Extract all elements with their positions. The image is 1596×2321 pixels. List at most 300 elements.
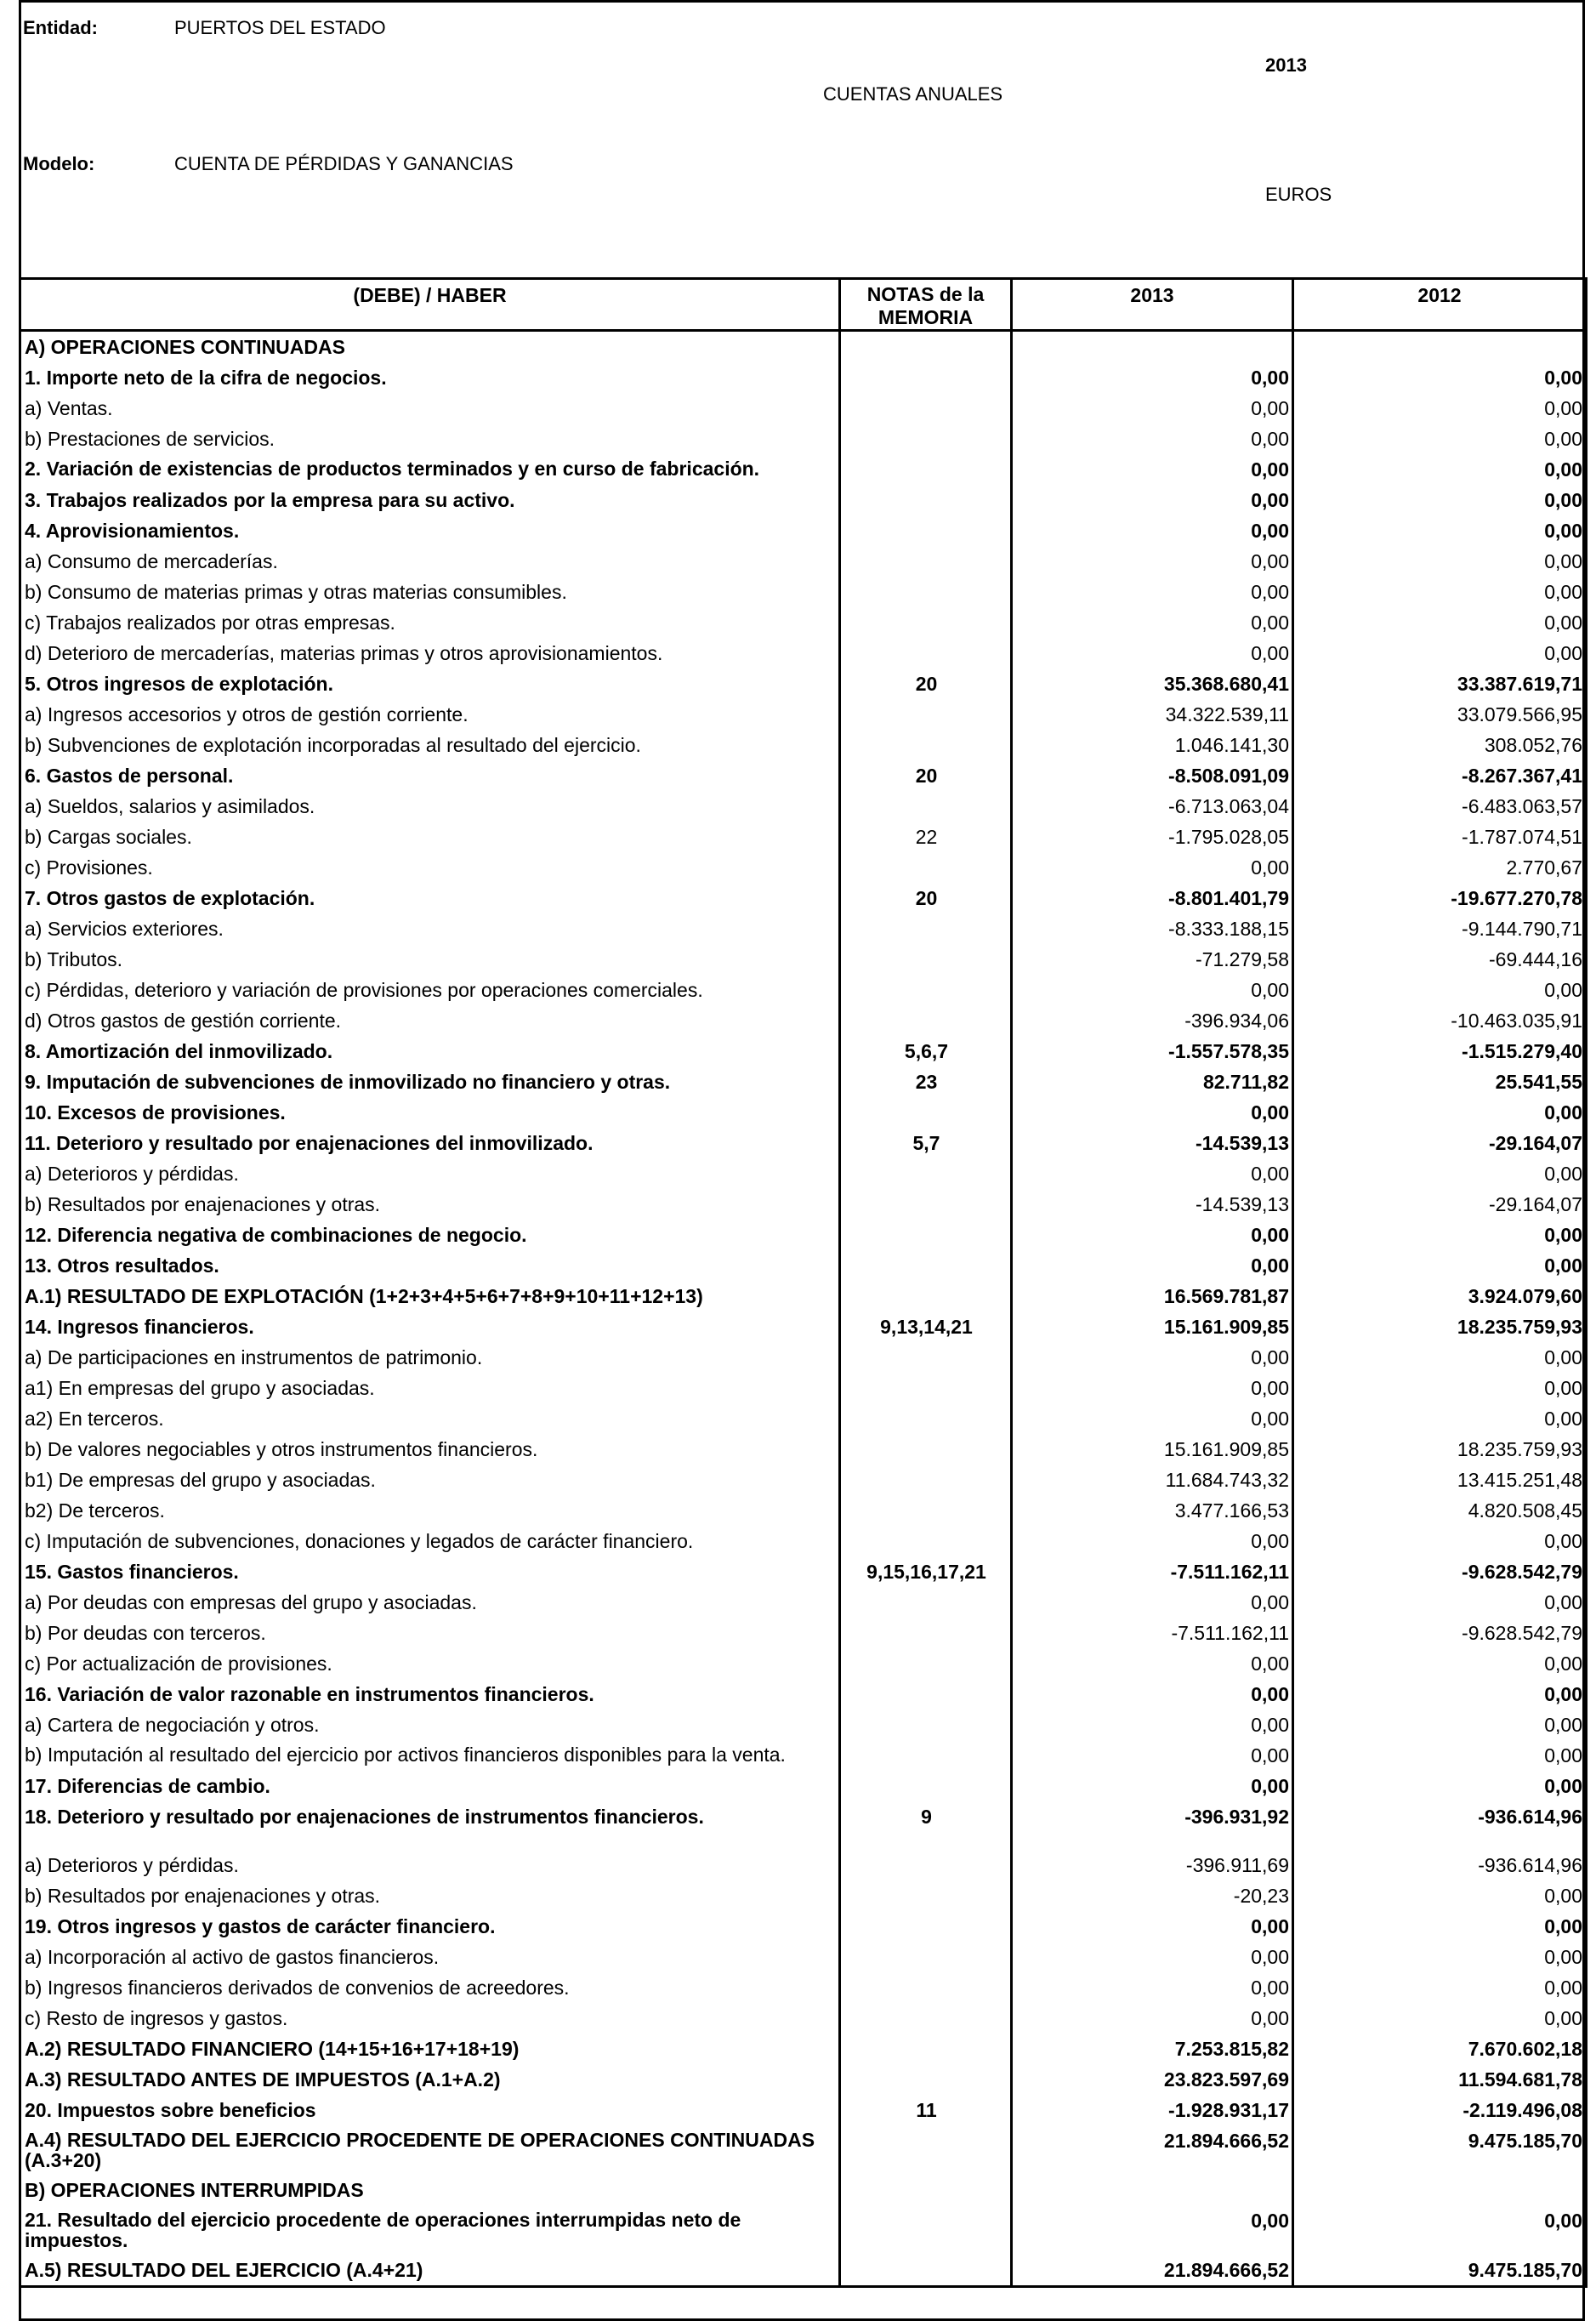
table-row [20,1128,1587,1158]
row-value-2013: 0,00 [1012,393,1293,424]
row-value-2012: -29.164,07 [1293,1189,1587,1220]
table-row [20,2125,1587,2175]
table-row [20,883,1587,913]
row-label: a) Ventas. [20,393,840,424]
row-value-2012: 0,00 [1293,2205,1587,2255]
row-value-2012: -8.267.367,41 [1293,760,1587,791]
row-value-2013: 15.161.909,85 [1012,1434,1293,1465]
row-label: A.3) RESULTADO ANTES DE IMPUESTOS (A.1+A.2) [20,2064,840,2095]
row-notes [840,1373,1012,1403]
row-value-2012 [1293,331,1587,363]
row-value-2012: 9.475.185,70 [1293,2255,1587,2287]
row-label: b) Resultados por enajenaciones y otras. [20,1880,840,1911]
table-row [20,638,1587,668]
row-value-2012: 11.594.681,78 [1293,2064,1587,2095]
row-value-2012: 0,00 [1293,1942,1587,1972]
table-row [20,1911,1587,1942]
table-row [20,1281,1587,1311]
table-row [20,2175,1587,2205]
row-value-2013: 21.894.666,52 [1012,2125,1293,2175]
table-row [20,2255,1587,2287]
table-row [20,485,1587,515]
row-notes [840,1972,1012,2003]
row-value-2013: 0,00 [1012,454,1293,485]
row-notes [840,699,1012,730]
row-notes [840,2205,1012,2255]
row-notes [840,1220,1012,1250]
row-notes [840,2064,1012,2095]
row-notes [840,1434,1012,1465]
row-value-2013: 0,00 [1012,577,1293,607]
row-label: b) Resultados por enajenaciones y otras. [20,1189,840,1220]
row-label: c) Trabajos realizados por otras empresas. [20,607,840,638]
row-value-2012: -1.515.279,40 [1293,1036,1587,1067]
row-value-2012: 4.820.508,45 [1293,1495,1587,1526]
table-row [20,1220,1587,1250]
row-value-2012: 308.052,76 [1293,730,1587,760]
row-notes [840,424,1012,454]
row-value-2012: -9.628.542,79 [1293,1556,1587,1587]
table-row [20,1850,1587,1880]
row-value-2012: -10.463.035,91 [1293,1005,1587,1036]
row-value-2013: 23.823.597,69 [1012,2064,1293,2095]
row-value-2012: 0,00 [1293,1587,1587,1618]
row-label: b) Por deudas con terceros. [20,1618,840,1648]
table-row [20,1495,1587,1526]
row-notes: 20 [840,883,1012,913]
row-notes [840,1850,1012,1880]
row-label: c) Por actualización de provisiones. [20,1648,840,1679]
row-value-2013: 3.477.166,53 [1012,1495,1293,1526]
row-value-2013: 0,00 [1012,638,1293,668]
row-value-2012: -69.444,16 [1293,944,1587,975]
row-value-2013: 21.894.666,52 [1012,2255,1293,2287]
table-row [20,1342,1587,1373]
table-row [20,1189,1587,1220]
row-value-2013: 0,00 [1012,852,1293,883]
row-value-2012: 0,00 [1293,393,1587,424]
row-label: b) Ingresos financieros derivados de convenios de acreedores. [20,1972,840,2003]
table-row [20,791,1587,822]
row-notes [840,1005,1012,1036]
row-value-2013: 0,00 [1012,1587,1293,1618]
row-label: a) De participaciones en instrumentos de patrimonio. [20,1342,840,1373]
row-label: A) OPERACIONES CONTINUADAS [20,331,840,363]
row-notes [840,2003,1012,2034]
row-notes [840,331,1012,363]
table-row [20,1067,1587,1097]
row-notes [840,852,1012,883]
row-label: a) Por deudas con empresas del grupo y asociadas. [20,1587,840,1618]
row-label: 16. Variación de valor razonable en instrumentos financieros. [20,1679,840,1709]
row-value-2012: 33.079.566,95 [1293,699,1587,730]
row-label: 15. Gastos financieros. [20,1556,840,1587]
row-label: 11. Deterioro y resultado por enajenaciones del inmovilizado. [20,1128,840,1158]
table-row [20,1311,1587,1342]
row-label: c) Imputación de subvenciones, donaciones y legados de carácter financiero. [20,1526,840,1556]
row-label: b) Cargas sociales. [20,822,840,852]
table-row [20,1587,1587,1618]
row-notes: 9 [840,1801,1012,1850]
table-row [20,1158,1587,1189]
row-value-2013: -6.713.063,04 [1012,791,1293,822]
row-value-2012: 18.235.759,93 [1293,1434,1587,1465]
row-label: 17. Diferencias de cambio. [20,1771,840,1801]
table-row [20,730,1587,760]
row-notes: 9,13,14,21 [840,1311,1012,1342]
row-value-2012: 0,00 [1293,1403,1587,1434]
column-header-description: (DEBE) / HABER [20,279,840,331]
report-year: 2013 [1265,54,1307,76]
row-label: d) Otros gastos de gestión corriente. [20,1005,840,1036]
table-row [20,2034,1587,2064]
row-value-2012: 7.670.602,18 [1293,2034,1587,2064]
entity-label: Entidad: [23,17,98,38]
row-notes [840,1526,1012,1556]
table-body [20,331,1587,2287]
row-value-2013: 0,00 [1012,607,1293,638]
row-value-2012: 0,00 [1293,1880,1587,1911]
row-label: a) Cartera de negociación y otros. [20,1709,840,1740]
row-value-2013: 0,00 [1012,1679,1293,1709]
row-value-2012: 0,00 [1293,1342,1587,1373]
row-value-2013: -8.333.188,15 [1012,913,1293,944]
table-row [20,1005,1587,1036]
table-header-row [20,279,1587,331]
row-value-2012: 0,00 [1293,424,1587,454]
row-label: 18. Deterioro y resultado por enajenaciones de instrumentos financieros. [20,1801,840,1850]
row-value-2012: 0,00 [1293,2003,1587,2034]
table-row [20,1972,1587,2003]
table-row [20,1097,1587,1128]
row-value-2012: 0,00 [1293,515,1587,546]
table-row [20,1801,1587,1850]
row-value-2012: 25.541,55 [1293,1067,1587,1097]
table-row [20,1556,1587,1587]
row-label: 9. Imputación de subvenciones de inmovilizado no financiero y otras. [20,1067,840,1097]
row-label: 21. Resultado del ejercicio procedente de operaciones interrumpidas neto de impuestos. [20,2205,840,2255]
row-notes: 23 [840,1067,1012,1097]
profit-loss-table [19,277,1587,2288]
table-row [20,2205,1587,2255]
row-value-2012: 0,00 [1293,1373,1587,1403]
row-value-2013: 82.711,82 [1012,1067,1293,1097]
row-notes [840,1679,1012,1709]
table-row [20,546,1587,577]
table-row [20,393,1587,424]
row-value-2012: 0,00 [1293,577,1587,607]
row-value-2012: 0,00 [1293,1911,1587,1942]
row-value-2012: -29.164,07 [1293,1128,1587,1158]
row-notes [840,1709,1012,1740]
row-label: 12. Diferencia negativa de combinaciones de negocio. [20,1220,840,1250]
row-notes [840,1465,1012,1495]
row-value-2012: 0,00 [1293,638,1587,668]
row-label: 7. Otros gastos de explotación. [20,883,840,913]
table-row [20,515,1587,546]
row-label: b) De valores negociables y otros instrumentos financieros. [20,1434,840,1465]
row-label: 4. Aprovisionamientos. [20,515,840,546]
row-notes [840,2175,1012,2205]
row-value-2012: 0,00 [1293,485,1587,515]
row-value-2013: 0,00 [1012,1972,1293,2003]
row-value-2012: 0,00 [1293,1158,1587,1189]
row-value-2012: 13.415.251,48 [1293,1465,1587,1495]
row-value-2013: 7.253.815,82 [1012,2034,1293,2064]
row-value-2013: -7.511.162,11 [1012,1556,1293,1587]
table-row [20,852,1587,883]
table-row [20,1465,1587,1495]
row-value-2013 [1012,331,1293,363]
row-value-2012: 0,00 [1293,1771,1587,1801]
row-value-2013: -1.928.931,17 [1012,2095,1293,2125]
row-value-2012: 9.475.185,70 [1293,2125,1587,2175]
table-row [20,2095,1587,2125]
row-value-2013: 11.684.743,32 [1012,1465,1293,1495]
row-notes: 5,7 [840,1128,1012,1158]
row-label: 6. Gastos de personal. [20,760,840,791]
row-value-2012: 0,00 [1293,1526,1587,1556]
row-label: 19. Otros ingresos y gastos de carácter financiero. [20,1911,840,1942]
table-row [20,1942,1587,1972]
row-value-2013: 0,00 [1012,1158,1293,1189]
row-label: b) Subvenciones de explotación incorporadas al resultado del ejercicio. [20,730,840,760]
row-label: c) Resto de ingresos y gastos. [20,2003,840,2034]
row-value-2013: 0,00 [1012,1250,1293,1281]
row-value-2012: 0,00 [1293,454,1587,485]
row-notes [840,944,1012,975]
row-value-2013: -1.795.028,05 [1012,822,1293,852]
row-value-2013: 0,00 [1012,1403,1293,1434]
row-value-2013: 0,00 [1012,1709,1293,1740]
row-value-2013: 0,00 [1012,485,1293,515]
table-row [20,2003,1587,2034]
row-value-2012 [1293,2175,1587,2205]
row-label: 10. Excesos de provisiones. [20,1097,840,1128]
row-notes [840,1740,1012,1771]
row-label: 5. Otros ingresos de explotación. [20,668,840,699]
row-value-2012: 0,00 [1293,1972,1587,2003]
row-notes: 11 [840,2095,1012,2125]
row-value-2012: 0,00 [1293,1097,1587,1128]
row-label: 14. Ingresos financieros. [20,1311,840,1342]
currency-label: EUROS [1265,184,1332,205]
row-value-2012: -2.119.496,08 [1293,2095,1587,2125]
row-notes: 9,15,16,17,21 [840,1556,1012,1587]
row-label: b) Consumo de materias primas y otras materias consumibles. [20,577,840,607]
table-row [20,1740,1587,1771]
row-notes [840,485,1012,515]
row-value-2013: 15.161.909,85 [1012,1311,1293,1342]
row-notes [840,1403,1012,1434]
row-label: b1) De empresas del grupo y asociadas. [20,1465,840,1495]
table-row [20,1771,1587,1801]
row-value-2013: -396.931,92 [1012,1801,1293,1850]
row-label: a) Deterioros y pérdidas. [20,1850,840,1880]
table-row [20,760,1587,791]
row-value-2013: 34.322.539,11 [1012,699,1293,730]
row-notes [840,1342,1012,1373]
row-value-2013: 0,00 [1012,2003,1293,2034]
row-value-2013: 0,00 [1012,1526,1293,1556]
table-row [20,913,1587,944]
row-notes [840,1880,1012,1911]
table-row [20,1526,1587,1556]
row-value-2012: -936.614,96 [1293,1850,1587,1880]
row-label: a) Servicios exteriores. [20,913,840,944]
row-value-2012: -936.614,96 [1293,1801,1587,1850]
row-notes [840,1648,1012,1679]
row-notes [840,1618,1012,1648]
row-notes [840,546,1012,577]
row-label: a2) En terceros. [20,1403,840,1434]
row-notes [840,2125,1012,2175]
row-value-2013: -396.934,06 [1012,1005,1293,1036]
row-label: A.2) RESULTADO FINANCIERO (14+15+16+17+18+19) [20,2034,840,2064]
row-notes [840,638,1012,668]
row-label: 1. Importe neto de la cifra de negocios. [20,362,840,393]
row-notes [840,913,1012,944]
row-value-2013: 0,00 [1012,1342,1293,1373]
row-notes [840,1189,1012,1220]
row-label: A.5) RESULTADO DEL EJERCICIO (A.4+21) [20,2255,840,2287]
table-row [20,362,1587,393]
row-label: 8. Amortización del inmovilizado. [20,1036,840,1067]
row-value-2012: 0,00 [1293,1709,1587,1740]
row-value-2013: 0,00 [1012,1740,1293,1771]
row-value-2012: 0,00 [1293,1220,1587,1250]
row-value-2013: 1.046.141,30 [1012,730,1293,760]
row-value-2013 [1012,2175,1293,2205]
table-row [20,607,1587,638]
column-header-year-2013: 2013 [1012,279,1293,331]
row-notes [840,1250,1012,1281]
row-value-2013: 0,00 [1012,1097,1293,1128]
row-label: b) Imputación al resultado del ejercicio por activos financieros disponibles para la venta. [20,1740,840,1771]
row-label: 3. Trabajos realizados por la empresa para su activo. [20,485,840,515]
row-notes: 20 [840,668,1012,699]
row-notes [840,2034,1012,2064]
row-notes [840,1158,1012,1189]
row-value-2012: 3.924.079,60 [1293,1281,1587,1311]
row-value-2013: -8.508.091,09 [1012,760,1293,791]
row-notes [840,1911,1012,1942]
row-value-2013: 0,00 [1012,1911,1293,1942]
row-value-2013: 0,00 [1012,1942,1293,1972]
row-notes [840,1281,1012,1311]
row-value-2013: -1.557.578,35 [1012,1036,1293,1067]
row-value-2012: 0,00 [1293,607,1587,638]
row-label: 20. Impuestos sobre beneficios [20,2095,840,2125]
row-value-2012: 0,00 [1293,1679,1587,1709]
row-notes: 20 [840,760,1012,791]
row-value-2012: -9.144.790,71 [1293,913,1587,944]
row-label: a) Incorporación al activo de gastos financieros. [20,1942,840,1972]
column-header-notes: NOTAS de la MEMORIA [840,279,1012,331]
row-label: b) Prestaciones de servicios. [20,424,840,454]
row-value-2012: 0,00 [1293,1250,1587,1281]
row-value-2013: 0,00 [1012,975,1293,1005]
model-name: CUENTA DE PÉRDIDAS Y GANANCIAS [174,153,514,174]
row-value-2012: -1.787.074,51 [1293,822,1587,852]
table-row [20,1648,1587,1679]
entity-name: PUERTOS DEL ESTADO [174,17,386,38]
row-value-2012: 0,00 [1293,975,1587,1005]
row-value-2012: 33.387.619,71 [1293,668,1587,699]
row-notes [840,393,1012,424]
table-row [20,454,1587,485]
row-label: 13. Otros resultados. [20,1250,840,1281]
row-value-2013: 0,00 [1012,1220,1293,1250]
row-value-2013: 0,00 [1012,2205,1293,2255]
row-value-2013: -14.539,13 [1012,1128,1293,1158]
row-value-2013: 0,00 [1012,1771,1293,1801]
row-notes [840,1097,1012,1128]
row-value-2013: -71.279,58 [1012,944,1293,975]
row-label: A.4) RESULTADO DEL EJERCICIO PROCEDENTE DE OPERACIONES CONTINUADAS (A.3+20) [20,2125,840,2175]
row-value-2012: 0,00 [1293,546,1587,577]
table-row [20,1373,1587,1403]
table-row [20,668,1587,699]
row-notes [840,791,1012,822]
table-row [20,1679,1587,1709]
table-row [20,1880,1587,1911]
row-value-2012: -9.628.542,79 [1293,1618,1587,1648]
table-row [20,944,1587,975]
table-row [20,1709,1587,1740]
row-notes [840,362,1012,393]
row-value-2013: 16.569.781,87 [1012,1281,1293,1311]
table-row [20,1403,1587,1434]
row-label: b) Tributos. [20,944,840,975]
row-value-2013: 0,00 [1012,515,1293,546]
row-value-2013: 0,00 [1012,1648,1293,1679]
row-notes [840,1771,1012,1801]
row-value-2013: -7.511.162,11 [1012,1618,1293,1648]
row-label: d) Deterioro de mercaderías, materias primas y otros aprovisionamientos. [20,638,840,668]
row-label: c) Pérdidas, deterioro y variación de provisiones por operaciones comerciales. [20,975,840,1005]
row-notes [840,1942,1012,1972]
row-value-2013: -14.539,13 [1012,1189,1293,1220]
row-label: c) Provisiones. [20,852,840,883]
table-row [20,2064,1587,2095]
table-row [20,577,1587,607]
row-notes [840,975,1012,1005]
row-value-2013: 0,00 [1012,362,1293,393]
row-label: a) Sueldos, salarios y asimilados. [20,791,840,822]
row-value-2013: -8.801.401,79 [1012,883,1293,913]
row-label: b2) De terceros. [20,1495,840,1526]
report-type: CUENTAS ANUALES [823,83,1003,105]
row-value-2012: 0,00 [1293,1740,1587,1771]
row-notes: 22 [840,822,1012,852]
row-value-2013: 35.368.680,41 [1012,668,1293,699]
row-value-2013: 0,00 [1012,1373,1293,1403]
row-value-2012: -19.677.270,78 [1293,883,1587,913]
table-row [20,1618,1587,1648]
row-notes [840,607,1012,638]
row-notes [840,2255,1012,2287]
table-row [20,424,1587,454]
row-notes: 5,6,7 [840,1036,1012,1067]
row-label: B) OPERACIONES INTERRUMPIDAS [20,2175,840,2205]
row-label: A.1) RESULTADO DE EXPLOTACIÓN (1+2+3+4+5+6+7+8+9+10+11+12+13) [20,1281,840,1311]
row-value-2012: -6.483.063,57 [1293,791,1587,822]
column-header-year-2012: 2012 [1293,279,1587,331]
table-row [20,1036,1587,1067]
row-label: a1) En empresas del grupo y asociadas. [20,1373,840,1403]
table-row [20,975,1587,1005]
